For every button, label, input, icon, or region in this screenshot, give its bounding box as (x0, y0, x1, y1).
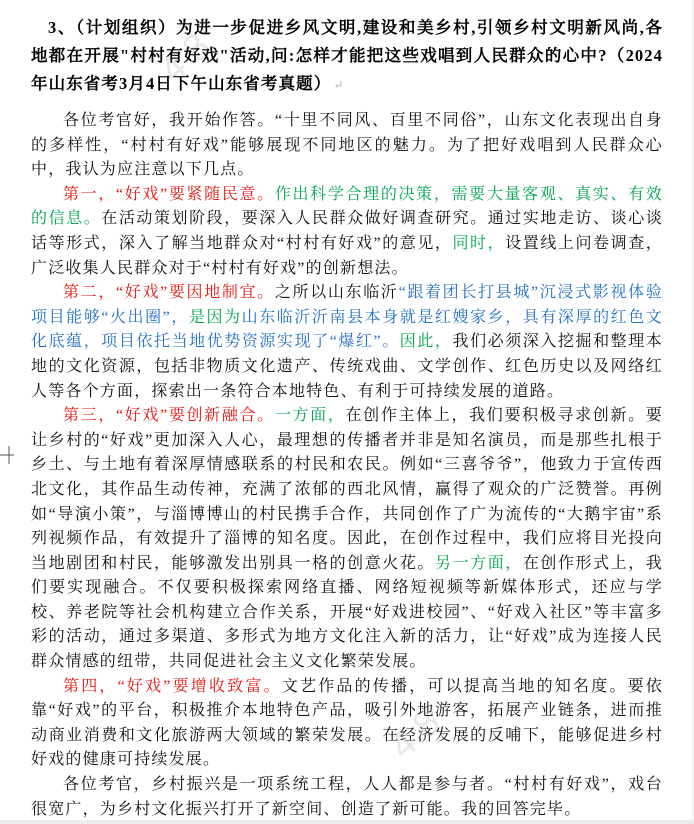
text-segment-green: 同时， (452, 234, 506, 252)
paragraph (31, 281, 663, 404)
paragraph-mark-icon: ↵ (333, 78, 344, 92)
paragraph (31, 675, 663, 773)
text-segment-red: 第一，“好戏”要紧随民意。 (63, 185, 275, 203)
text-segment-black: 之所以山东临沂 (274, 284, 399, 302)
paragraph (31, 183, 663, 281)
text-segment-green: 一方面， (274, 407, 346, 425)
text-segment-red: 第四，“好戏”要增收致富。 (63, 677, 282, 695)
text-segment-black: 在活动策划阶段，要深入人民群众做好调查研究。通过实地走访、谈心谈话等形式，深入了解当地群众对“村村有好戏”的意见， (31, 210, 663, 252)
text-segment-red: 第三，“好戏”要创新融合。 (63, 407, 275, 425)
question-title (31, 14, 663, 99)
text-segment-blue: 山东临沂沂南县本身就是红嫂家乡，具有深厚的红色文化底蕴，项目依托当地优势资源实现了“爆红”。 (31, 308, 663, 351)
watermark: 48 (151, 18, 226, 92)
document-body (31, 109, 663, 822)
text-segment-black: 我们必须深入挖掘和整理本地的文化资源，包括非物质文化遗产、传统戏曲、文学创作、红色历史以及网络红人等各个方面，探索出一条符合本地特色、有利于可持续发展的道路。 (31, 333, 663, 400)
text-segment-black: 设置线上问卷调查，广泛收集人民群众对于“村村有好戏”的创新想法。 (31, 234, 663, 277)
text-segment-black: 在创作主体上，我们要积极寻求创新。要让乡村的“好戏”更加深入人心，最理想的传播者并非是知名演员，而是那些扎根于乡土、与土地有着深厚情感联系的村民和农民。例如“三喜爷爷”，他致力于宣传西北文化，其作品生动传神，充满了浓郁的西北风情，赢得了观众的广泛赞誉。再例如“导演小策”，与淄博博山的村民携手合作，共同创作了广为流传的“大鹅宇宙”系列视频作品，有效提升了淄博的知名度。因此，在创作过程中，我们应将目光投向当地剧团和村民，能够激发出别具一格的创意火花。 (31, 407, 663, 572)
text-segment-black: 文艺作品的传播，可以提高当地的知名度。要依靠“好戏”的平台，积极推介本地特色产品，吸引外地游客，拓展产业链条，进而推动商业消费和文化旅游两大领域的繁荣发展。在经济发展的反哺下，能够促进乡村好戏的健康可持续发展。 (31, 677, 664, 769)
text-segment-blue: “跟着团长打县城”沉浸式影视体验项目能够“火出圈”， (31, 284, 663, 326)
paragraph (31, 109, 663, 183)
text-segment-green: 因此， (399, 333, 453, 351)
text-segment-black: 各位考官，乡村振兴是一项系统工程，人人都是参与者。“村村有好戏”，戏台很宽广，为乡村文化振兴打开了新空间、创造了新可能。我的回答完毕。 (31, 776, 663, 818)
page-bottom-edge (0, 820, 694, 824)
text-segment-green: 作出科学合理的决策，需要大量客观、真实、有效的信息。 (31, 185, 663, 228)
paragraph (31, 404, 663, 675)
paragraph (31, 773, 663, 822)
text-segment-black: 在创作形式上，我们要实现融合。不仅要积极探索网络直播、网络短视频等新媒体形式，还应与学校、养老院等社会机构建立合作关系，开展“好戏进校园”、“好戏入社区”等丰富多彩的活动，通过多渠道、多形式为地方文化注入新的活力，让“好戏”成为连接人民群众情感的纽带，共同促进社会主义文化繁荣发展。 (31, 554, 663, 671)
margin-crop-mark (0, 446, 14, 464)
question-title-text: 3、（计划组织）为进一步促进乡风文明,建设和美乡村,引领乡村文明新风尚,各地都在开展"村村有好戏"活动,问:怎样才能把这些戏唱到人民群众的心中?（2024年山东省考3月4日下午山东省考真题） (31, 18, 663, 93)
text-segment-black: 各位考官好，我开始作答。“十里不同风、百里不同俗”，山东文化表现出自身的多样性，“村村有好戏”能够展现不同地区的魅力。为了把好戏唱到人民群众心中，我认为应注意以下几点。 (31, 112, 663, 179)
watermark: 48 (381, 694, 456, 768)
text-segment-green: 另一方面， (435, 554, 523, 572)
text-segment-green: 是因为 (188, 308, 242, 326)
text-segment-red: 第二，“好戏”要因地制宜。 (63, 284, 275, 302)
